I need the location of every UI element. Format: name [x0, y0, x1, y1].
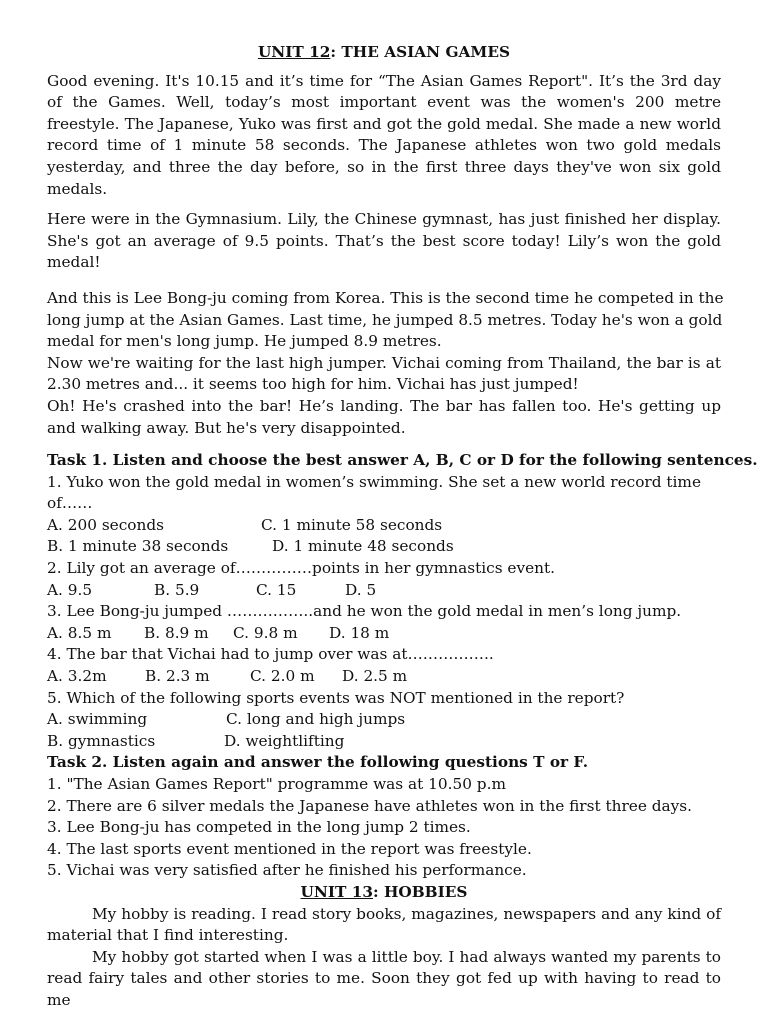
- option-b: B. 5.9: [154, 580, 200, 599]
- paragraph-line: And this is Lee Bong-ju coming from Korea. This is the second time he competed in the: [47, 288, 724, 307]
- option-c: C. 1 minute 58 seconds: [261, 515, 443, 534]
- option-b: B. 1 minute 38 seconds: [47, 537, 229, 556]
- option-a: A. swimming: [47, 710, 148, 729]
- task1-question-3: 3. Lee Bong-ju jumped ……………..and he won the gold medal in men’s long jump.: [47, 602, 682, 621]
- option-b: B. 2.3 m: [145, 667, 210, 686]
- unit12-paragraph-5: Oh! He's crashed into the bar! He’s landing. The bar has fallen too. He's getting up and walking away. But he's very disappointed.: [47, 396, 721, 437]
- task2-statement-2: 2. There are 6 silver medals the Japanese have athletes won in the first three days.: [47, 796, 693, 815]
- unit12-title-unit: UNIT 12: [257, 43, 331, 61]
- unit12-paragraph-2: Here were in the Gymnasium. Lily, the Chinese gymnast, has just finished her display. She's got an average of 9.5 points. That’s the best score today! Lily’s won the gold medal!: [47, 210, 721, 272]
- task2-statement-4: 4. The last sports event mentioned in the report was freestyle.: [47, 839, 532, 858]
- unit12-paragraph-1: Good evening. It's 10.15 and it’s time for “The Asian Games Report". It’s the 3rd day of the Games. Well, today’s most important event was the women's 200 metre freestyle. The Japanese, Yuko was first and got the gold medal. She made a new world record time of 1 minute 58 seconds. The Japanese athletes won two gold medals yesterday, and three the day before, so in the first three days they've won six gold medals.: [47, 71, 721, 198]
- option-c: C. 15: [256, 580, 297, 599]
- option-c: C. 9.8 m: [233, 623, 298, 642]
- unit12-paragraph-3: [47, 288, 724, 353]
- unit13-title: [47, 882, 721, 904]
- unit13-title-rest: : HOBBIES: [373, 882, 468, 901]
- task2-statement-5: 5. Vichai was very satisfied after he finished his performance.: [47, 861, 527, 880]
- task1-question-2: 2. Lily got an average of……………points in her gymnastics event.: [47, 559, 556, 578]
- paragraph-line: long jump at the Asian Games. Last time, he jumped 8.5 metres. Today he's won a gold: [47, 310, 723, 329]
- unit13-paragraph-1: My hobby is reading. I read story books, magazines, newspapers and any kind of material that I find interesting.: [47, 904, 721, 945]
- unit12-title-rest: : THE ASIAN GAMES: [330, 43, 511, 61]
- task1-heading: Task 1. Listen and choose the best answer A, B, C or D for the following sentences.: [47, 451, 758, 470]
- unit13-paragraph-2: My hobby got started when I was a little boy. I had always wanted my parents to read fairy tales and other stories to me. Soon they got fed up with having to read to me: [47, 947, 721, 1009]
- option-a: A. 8.5 m: [47, 623, 112, 642]
- option-c: C. long and high jumps: [226, 710, 406, 729]
- unit13-title-unit: UNIT 13: [300, 882, 373, 901]
- task1-question-1: 1. Yuko won the gold medal in women’s swimming. She set a new world record time: [47, 472, 701, 491]
- task1-q1-options-row1: [47, 515, 721, 537]
- option-d: D. 5: [345, 580, 377, 599]
- task1-question-4: 4. The bar that Vichai had to jump over was at……………..: [47, 645, 494, 664]
- task1-q1-options-row2: [47, 536, 721, 558]
- paragraph-line: medal for men's long jump. He jumped 8.9 metres.: [47, 332, 442, 351]
- task2-heading: Task 2. Listen again and answer the following questions T or F.: [47, 753, 589, 772]
- option-d: D. 2.5 m: [342, 667, 408, 686]
- task1-q5-options-row2: [47, 731, 721, 753]
- option-d: D. 18 m: [329, 623, 390, 642]
- option-c: C. 2.0 m: [250, 667, 315, 686]
- option-a: A. 3.2m: [47, 667, 107, 686]
- task1-question-1-cont: of……: [47, 494, 93, 513]
- task1-question-5: 5. Which of the following sports events was NOT mentioned in the report?: [47, 688, 625, 707]
- task1-q4-options: [47, 666, 721, 688]
- option-d: D. 1 minute 48 seconds: [272, 537, 454, 556]
- task1-q3-options: [47, 623, 721, 645]
- option-b: B. 8.9 m: [144, 623, 209, 642]
- option-d: D. weightlifting: [224, 731, 345, 750]
- unit12-paragraph-4: Now we're waiting for the last high jumper. Vichai coming from Thailand, the bar is at 2.30 metres and... it seems too high for him. Vichai has just jumped!: [47, 353, 721, 394]
- task1-q2-options: [47, 580, 721, 602]
- option-b: B. gymnastics: [47, 731, 156, 750]
- task1-q5-options-row1: [47, 709, 721, 731]
- task2-statement-3: 3. Lee Bong-ju has competed in the long jump 2 times.: [47, 818, 471, 837]
- option-a: A. 200 seconds: [47, 515, 165, 534]
- unit12-title: [47, 42, 721, 64]
- task2-statement-1: 1. "The Asian Games Report" programme was at 10.50 p.m: [47, 775, 506, 793]
- option-a: A. 9.5: [47, 580, 93, 599]
